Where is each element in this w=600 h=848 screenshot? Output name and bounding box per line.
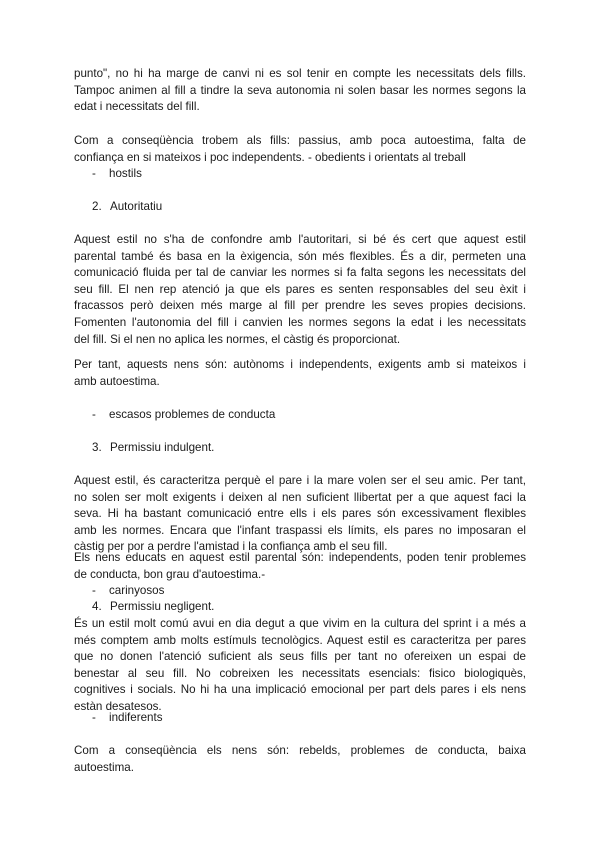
list-number: 3. (92, 441, 102, 454)
paragraph-autoritatiu (74, 232, 526, 348)
bullet-mark: - (92, 167, 96, 180)
bullet-text: hostils (109, 167, 142, 180)
bullet-text: carinyosos (109, 584, 165, 597)
text-line: Com a conseqüència els nens són: rebelds, problemes de conducta, baixa (74, 744, 526, 757)
text-line: que no donen l'atenció suficient als seus fills per tant no ofereixen un espai de (74, 650, 526, 664)
heading-text: Permissiu negligent. (110, 600, 215, 613)
list-number: 2. (92, 200, 102, 213)
text-line: autoestima. (74, 760, 134, 774)
text-line: edat i necessitats del fill. (74, 100, 200, 114)
paragraph-autoritari-continuation (74, 66, 526, 116)
heading-text: Autoritatiu (110, 200, 163, 213)
text-line: amb autoestima. (74, 374, 160, 388)
text-line: Com a conseqüència trobem als fills: passius, amb poca autoestima, falta de (74, 134, 526, 147)
text-line: Aquest estil, és caracteritza perquè el pare i la mare volen ser el seu amic. Per tant, (74, 474, 526, 487)
text-line: punto", no hi ha marge de canvi ni es sol tenir en compte les necessitats dels fills. (74, 67, 526, 80)
text-line: no solen ser molt exigents i deixen al nen suficient llibertat per a que aquest faci la (74, 490, 526, 504)
text-line: seu fill. El nen rep atenció ja que els pares es senten responsables del seu èxit i (74, 282, 526, 296)
text-line: fracassos però deixen més marge al fill per prendre les seves propies decisions. (74, 299, 526, 313)
text-line: més comptem amb molts estímuls tecnològics. Aquest estil es caracteritza per pares (74, 633, 526, 647)
paragraph-per-tant (74, 357, 526, 390)
paragraph-consequencia-negligent (74, 743, 526, 776)
bullet-mark: - (92, 584, 96, 597)
text-line: confiança en si mateixos i poc independents. - obedients i orientats al treball (74, 150, 466, 164)
paragraph-nens-educats (74, 550, 526, 583)
text-line: de conducta, bon grau d'autoestima.- (74, 567, 266, 581)
text-line: Aquest estil no s'ha de confondre amb l'autoritari, si bé és cert que aquest estil (74, 233, 526, 246)
text-line: del fill. Si el nen no aplica les normes, el càstig és proporcionat. (74, 332, 401, 346)
text-line: comunicació fluida per tal de canviar les normes si fa falta segons les necessitats del (74, 266, 526, 280)
text-line: cognitives i socials. No hi ha una implicació emocional per part dels pares i els nens (74, 683, 526, 697)
text-line: càstig per por a perdre l'amistad i la confiança amb el seu fill. (74, 540, 388, 554)
paragraph-consequencia-autoritari (74, 133, 526, 166)
text-line: Els nens educats en aquest estil parental són: independents, poden tenir problemes (74, 551, 526, 564)
text-line: amb les normes. Encara que l'infant traspassi els límits, els pares no imposaran el (74, 523, 526, 537)
heading-text: Permissiu indulgent. (110, 441, 215, 454)
text-line: És un estil molt comú avui en dia degut a que vivim en la cultura del sprint i a més a (74, 617, 526, 630)
text-line: estàn desatesos. (74, 699, 162, 713)
paragraph-permissiu-negligent (74, 616, 526, 716)
list-number: 4. (92, 600, 102, 613)
text-line: benestar al seu fill. No cobreixen les necessitats esencials: fisico biologiquès, (74, 666, 526, 680)
text-line: seva. Hi ha bastant comunicació entre ells i els pares són excessivament flexibles (74, 507, 526, 521)
bullet-text: indiferents (109, 711, 163, 724)
bullet-mark: - (92, 408, 96, 421)
text-line: parental també és basa en la èxigencia, són més flexibles. És a dir, permeten una (74, 249, 526, 263)
text-line: Per tant, aquests nens són: autònoms i independents, exigents amb si mateixos i (74, 358, 526, 371)
text-line: Tampoc animen al fill a tindre la seva autonomia ni solen basar les normes segons la (74, 83, 526, 97)
text-line: Fomenten l'autonomia del fill i canvien les normes segons la edat i les necessitats (74, 315, 526, 329)
bullet-mark: - (92, 711, 96, 724)
bullet-text: escasos problemes de conducta (109, 408, 276, 421)
paragraph-permissiu-indulgent (74, 473, 526, 556)
